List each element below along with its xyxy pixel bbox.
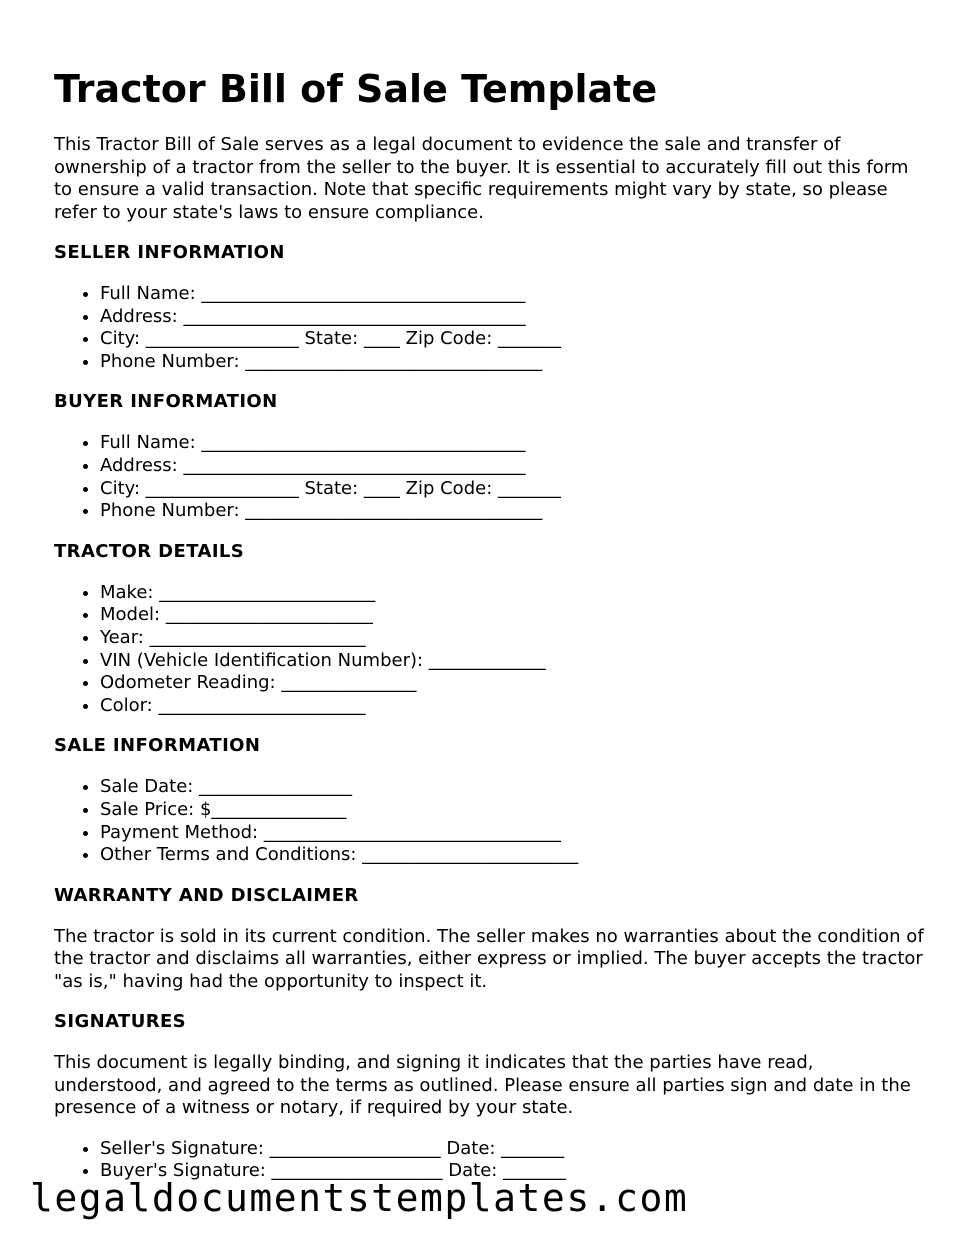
buyer-list	[54, 432, 924, 522]
warranty-paragraph: The tractor is sold in its current condition. The seller makes no warranties about the condition of the tractor and disclaims all warranties, either express or implied. The buyer accepts the tractor "as is," having had the opportunity to inspect it.	[54, 925, 924, 992]
signatures-paragraph: This document is legally binding, and signing it indicates that the parties have read, understood, and agreed to the terms as outlined. Please ensure all parties sign and date in the presence of a witness or notary, if required by your state.	[54, 1052, 911, 1119]
tractor-list	[54, 582, 924, 718]
tractor-color-field: • Color: _______________________	[100, 695, 924, 718]
sale-price-field: • Sale Price: $_______________	[100, 799, 924, 822]
warranty-heading: WARRANTY AND DISCLAIMER	[54, 884, 359, 906]
seller-list	[54, 283, 924, 373]
payment-method-field: • Payment Method: _________________________________	[100, 822, 924, 845]
sale-date-field: • Sale Date: _________________	[100, 776, 924, 799]
document-page	[54, 66, 924, 1201]
other-terms-field: • Other Terms and Conditions: ________________________	[100, 844, 924, 867]
page-title: Tractor Bill of Sale Template	[54, 67, 658, 111]
buyer-city-state-zip-field: • City: _________________ State: ____ Zip Code: _______	[100, 478, 924, 501]
intro-paragraph: This Tractor Bill of Sale serves as a legal document to evidence the sale and transfer of ownership of a tractor from the seller to the buyer. It is essential to accurately fill out this form to ensure a valid transaction. Note that specific requirements might vary by state, so please refer to your state's laws to ensure compliance.	[54, 134, 909, 223]
watermark: legaldocumentstemplates.com	[30, 1176, 689, 1220]
sale-list	[54, 776, 924, 866]
tractor-heading: TRACTOR DETAILS	[54, 540, 245, 562]
seller-city-state-zip-field: • City: _________________ State: ____ Zip Code: _______	[100, 328, 924, 351]
seller-phone-field: • Phone Number: _________________________________	[100, 351, 924, 374]
tractor-make-field: • Make: ________________________	[100, 582, 924, 605]
buyer-full-name-field: • Full Name: ____________________________________	[100, 432, 924, 455]
seller-full-name-field: • Full Name: ____________________________________	[100, 283, 924, 306]
buyer-phone-field: • Phone Number: _________________________________	[100, 500, 924, 523]
seller-heading: SELLER INFORMATION	[54, 242, 285, 263]
tractor-vin-field: • VIN (Vehicle Identification Number): _____________	[100, 650, 924, 673]
signatures-heading: SIGNATURES	[54, 1011, 187, 1033]
buyer-signature-field: • Buyer's Signature: ___________________ Date: _______	[100, 1160, 924, 1183]
tractor-odometer-field: • Odometer Reading: _______________	[100, 672, 924, 695]
seller-address-field: • Address: ______________________________________	[100, 306, 924, 329]
seller-signature-field: • Seller's Signature: ___________________ Date: _______	[100, 1138, 924, 1161]
buyer-address-field: • Address: ______________________________________	[100, 455, 924, 478]
tractor-model-field: • Model: _______________________	[100, 604, 924, 627]
tractor-year-field: • Year: ________________________	[100, 627, 924, 650]
buyer-heading: BUYER INFORMATION	[54, 391, 278, 413]
sale-heading: SALE INFORMATION	[54, 735, 261, 757]
